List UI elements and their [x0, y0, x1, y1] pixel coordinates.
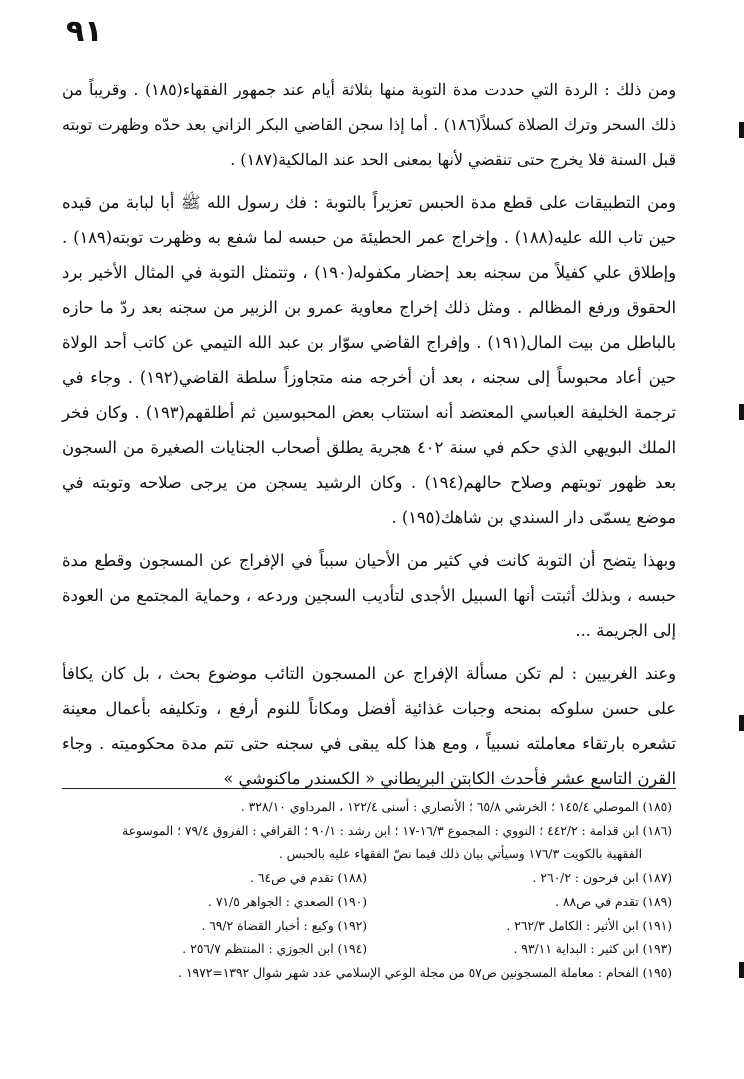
footnote-divider: [62, 788, 676, 789]
footnote-row: [62, 843, 672, 867]
footnote-191: (١٩١) ابن الأثير : الكامل ٢٦٢/٣ .: [506, 918, 672, 933]
footnote-row: [62, 891, 672, 915]
body-text: [62, 72, 676, 804]
scan-edge-mark: [739, 962, 744, 978]
paragraph-western: وعند الغربيين : لم تكن مسألة الإفراج عن المسجون التائب موضوع بحث ، بل كان يكافأ على حسن سلوكه بمنحه وجبات غذائية أفضل ومكاناً للنوم أرفع ، وتكليفه بأعمال معينة تشعره بارتقاء معاملته نسبياً ، ومع هذا كله يبقى في سجنه حتى تتم مدة محكوميته . وجاء القرن التاسع عشر فأحدث الكابتن البريطاني « الكسندر ماكنوشي »: [62, 664, 676, 788]
footnote-186: (١٨٦) ابن قدامة : ٤٤٢/٢ ؛ النووي : المجموع ١٦/٣-١٧ ؛ ابن رشد : ٩٠/١ ؛ القرافي : الفروق ٧٩/٤ ؛ الموسوعة: [121, 823, 672, 838]
footnote-row: [62, 820, 672, 844]
footnote-row: [62, 962, 672, 986]
footnote-row: [62, 915, 672, 939]
footnote-188: (١٨٨) تقدم في ص٦٤ .: [250, 871, 367, 886]
paragraph-conclusion: وبهذا يتضح أن التوبة كانت في كثير من الأحيان سبباً في الإفراج عن المسجون وقطع مدة حبسه ، وبذلك أثبتت أنها السبيل الأجدى لتأديب السجين وردعه ، وحماية المجتمع من العودة إلى الجريمة ...: [62, 551, 676, 640]
footnote-186-continued: الفقهية بالكويت ١٧٦/٣ وسيأتي بيان ذلك فيما نصّ الفقهاء عليه بالحبس .: [278, 847, 642, 862]
footnote-194: (١٩٤) ابن الجوزي : المنتظم ٢٥٦/٧ .: [182, 942, 367, 957]
scan-edge-mark: [739, 404, 744, 420]
page-number: ٩١: [66, 14, 103, 49]
footnote-row: [62, 867, 672, 891]
footnote-row: [62, 938, 672, 962]
footnote-190: (١٩٠) الصعدي : الجواهر ٧١/٥ .: [208, 894, 367, 909]
footnote-185: (١٨٥) الموصلي ١٤٥/٤ ؛ الخرشي ٦٥/٨ ؛ الأنصاري : أسنى ١٢٢/٤ ، المرداوي ٣٢٨/١٠ .: [240, 800, 672, 814]
paragraph-apostasy: ومن ذلك : الردة التي حددت مدة التوبة منها بثلاثة أيام عند جمهور الفقهاء(١٨٥) . وقريباً من ذلك السحر وترك الصلاة كسلاً(١٨٦) . أما إذا سجن القاضي البكر الزاني بعد حدّه وظهرت توبته قبل السنة فلا يخرج حتى تنقضي لأنها بمعنى الحد عند المالكية(١٨٧) .: [62, 80, 676, 169]
paragraph-applications: ومن التطبيقات على قطع مدة الحبس تعزيراً بالتوبة : فك رسول الله ﷺ أبا لبابة من قيده حين تاب الله عليه(١٨٨) . وإخراج عمر الحطيئة من حبسه لما شفع به وظهرت توبته(١٨٩) . وإطلاق علي كفيلاً من سجنه بعد إحضار مكفوله(١٩٠) ، وتتمثل التوبة في المثال الأخير برد الحقوق ورفع المظالم . ومثل ذلك إخراج معاوية عمرو بن الزبير من سجنه بعد ردّ ما حازه بالباطل من بيت المال(١٩١) . وإفراج القاضي سوّار بن عبد الله التيمي عن كاتب أحد الولاة حين أعاد محبوساً إلى سجنه ، بعد أن أخرجه منه متجاوزاً سلطة القاضي(١٩٢) . وجاء في ترجمة الخليفة العباسي المعتضد أنه استتاب بعض المحبوسين ثم أطلقهم(١٩٣) . وكان فخر الملك البويهي الذي حكم في سنة ٤٠٢ هجرية يطلق أصحاب الجنايات الصغيرة من السجون بعد ظهور توبتهم وصلاح حالهم(١٩٤) . وكان الرشيد يسجن من يرجى صلاحه وتوبته في موضع يسمّى دار السندي بن شاهك(١٩٥) .: [62, 193, 677, 527]
footnote-187: (١٨٧) ابن فرحون : ٢٦٠/٢ .: [532, 871, 672, 886]
footnote-195: (١٩٥) الفحام : معاملة المسجونين ص٥٧ من مجلة الوعي الإسلامي عدد شهر شوال ١٣٩٢=١٩٧٢ .: [178, 965, 672, 980]
scan-edge-mark: [739, 122, 744, 138]
footnote-192: (١٩٢) وكيع : أخبار القضاة ٦٩/٢ .: [201, 918, 367, 933]
footnote-189: (١٨٩) تقدم في ص٨٨ .: [555, 894, 672, 909]
footnote-row: [62, 796, 672, 820]
scan-edge-mark: [739, 715, 744, 731]
footnotes: [62, 796, 672, 986]
footnote-193: (١٩٣) ابن كثير : البداية ٩٣/١١ .: [513, 942, 672, 957]
